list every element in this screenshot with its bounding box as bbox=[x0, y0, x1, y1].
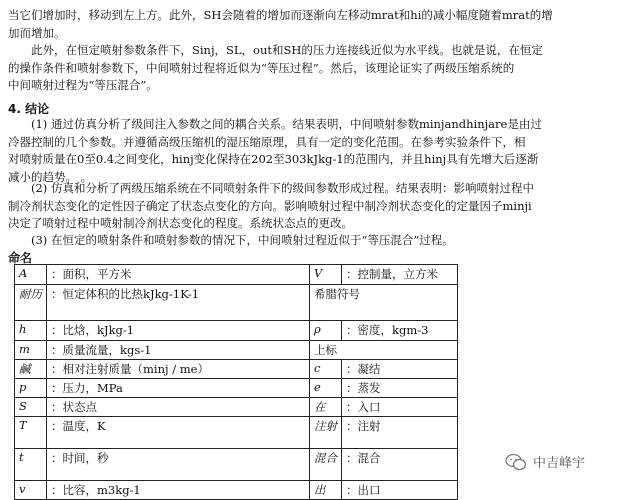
paragraph-1 bbox=[8, 7, 614, 42]
text-line: 减小的趋势。 。 bbox=[8, 169, 93, 184]
symbol-cell: 在 bbox=[310, 398, 342, 417]
symbol-cell: t bbox=[15, 449, 47, 481]
description-cell: ：比容，m3kg-1 bbox=[47, 481, 310, 500]
table-row bbox=[15, 285, 458, 321]
description-cell: ：温度，K bbox=[47, 417, 310, 449]
subheading-cell: 希腊符号 bbox=[310, 285, 458, 321]
table-row bbox=[15, 265, 458, 285]
text-line: (2) 仿真和分析了两级压缩系统在不同喷射条件下的级间参数形成过程。结果表明：影响喷射过程中 bbox=[8, 181, 534, 195]
description-cell: ：蒸发 bbox=[342, 379, 458, 398]
table-row bbox=[15, 398, 458, 417]
section-heading-nomenclature: 命名 bbox=[8, 251, 33, 265]
text-line: (1) 通过仿真分析了级间注入参数之间的耦合关系。结果表明，中间喷射参数minjandhinjare是由过 bbox=[8, 117, 542, 131]
table-row bbox=[15, 379, 458, 398]
paragraph-conclusion-1 bbox=[8, 116, 614, 186]
watermark-text: 中吉峰宇 bbox=[533, 456, 586, 471]
symbol-cell: A bbox=[15, 265, 47, 285]
table-row bbox=[15, 449, 458, 481]
table-row bbox=[15, 360, 458, 379]
symbol-cell: 混合 bbox=[310, 449, 342, 481]
description-cell: ：质量流量，kgs-1 bbox=[47, 341, 310, 360]
description-cell: ：时间，秒 bbox=[47, 449, 310, 481]
symbol-cell: T bbox=[15, 417, 47, 449]
description-cell: ：恒定体积的比热kJkg-1K-1 bbox=[47, 285, 310, 321]
description-cell: ：入口 bbox=[342, 398, 458, 417]
description-cell: ：相对注射质量（minj / me） bbox=[47, 360, 310, 379]
symbol-cell: h bbox=[15, 321, 47, 341]
text-line: 冷器控制的几个参数。并遵循高级压缩机的湿压缩原理，具有一定的变化范围。在参考实验条件下，相 bbox=[8, 134, 526, 149]
description-cell: ：出口 bbox=[342, 481, 458, 500]
description-cell: ：比焓，kJkg-1 bbox=[47, 321, 310, 341]
description-cell: ：压力，MPa bbox=[47, 379, 310, 398]
subheading-cell: 上标 bbox=[310, 341, 458, 360]
paragraph-2 bbox=[8, 42, 614, 95]
symbol-cell: V bbox=[310, 265, 342, 285]
symbol-cell: 出 bbox=[310, 481, 342, 500]
symbol-cell: 耐历 bbox=[15, 285, 47, 321]
description-cell: ：控制量，立方米 bbox=[342, 265, 458, 285]
description-cell: ：注射 bbox=[342, 417, 458, 449]
symbol-cell: ρ bbox=[310, 321, 342, 341]
table-row bbox=[15, 341, 458, 360]
section-heading-conclusion: 4. 结论 bbox=[8, 102, 50, 116]
table-row bbox=[15, 321, 458, 341]
paragraph-conclusion-3 bbox=[8, 232, 614, 250]
symbol-cell: S bbox=[15, 398, 47, 417]
description-cell: ：混合 bbox=[342, 449, 458, 481]
text-line: 此外，在恒定喷射参数条件下，Sinj，SL，out和SH的压力连接线近似为水平线。也就是说，在恒定 bbox=[8, 43, 543, 57]
nomenclature-table bbox=[14, 264, 458, 500]
text-line: 制冷剂状态变化的定性因子确定了状态点变化的方向。影响喷射过程中制冷剂状态变化的定量因子minji bbox=[8, 198, 532, 213]
symbol-cell: 注射 bbox=[310, 417, 342, 449]
text-line: 的操作条件和喷射参数下，中间喷射过程将近似为“等压过程”。然后，该理论证实了两级压缩系统的 bbox=[8, 60, 515, 75]
symbol-cell: p bbox=[15, 379, 47, 398]
text-line: 决定了喷射过程中喷射制冷剂状态变化的程度。系统状态点的更改。 bbox=[8, 216, 353, 230]
description-cell: ：面积，平方米 bbox=[47, 265, 310, 285]
paragraph-conclusion-2 bbox=[8, 180, 614, 233]
symbol-cell: v bbox=[15, 481, 47, 500]
wechat-icon bbox=[505, 453, 527, 471]
symbol-cell: m bbox=[15, 341, 47, 360]
symbol-cell: e bbox=[310, 379, 342, 398]
description-cell: ：状态点 bbox=[47, 398, 310, 417]
symbol-cell: c bbox=[310, 360, 342, 379]
text-line: 中间喷射过程为“等压混合”。 bbox=[8, 78, 158, 92]
symbol-cell: 鹹 bbox=[15, 360, 47, 379]
text-line: 加而增加。 bbox=[8, 25, 66, 40]
table-row bbox=[15, 417, 458, 449]
text-line: (3) 在恒定的喷射条件和喷射参数的情况下，中间喷射过程近似于“等压混合”过程。 bbox=[8, 233, 454, 247]
text-line: 对喷射质量在0至0.4之间变化，hinj变化保持在202至303kJkg-1的范围内，并且hinj具有先增大后逐渐 bbox=[8, 152, 539, 166]
description-cell: ：密度，kgm-3 bbox=[342, 321, 458, 341]
watermark bbox=[505, 452, 585, 471]
description-cell: ：凝结 bbox=[342, 360, 458, 379]
table-row bbox=[15, 481, 458, 500]
text-line: 当它们增加时，移动到左上方。此外，SH会随着的增加而逐渐向左移动mrat和hi的减小幅度随着mrat的增 bbox=[8, 8, 553, 22]
